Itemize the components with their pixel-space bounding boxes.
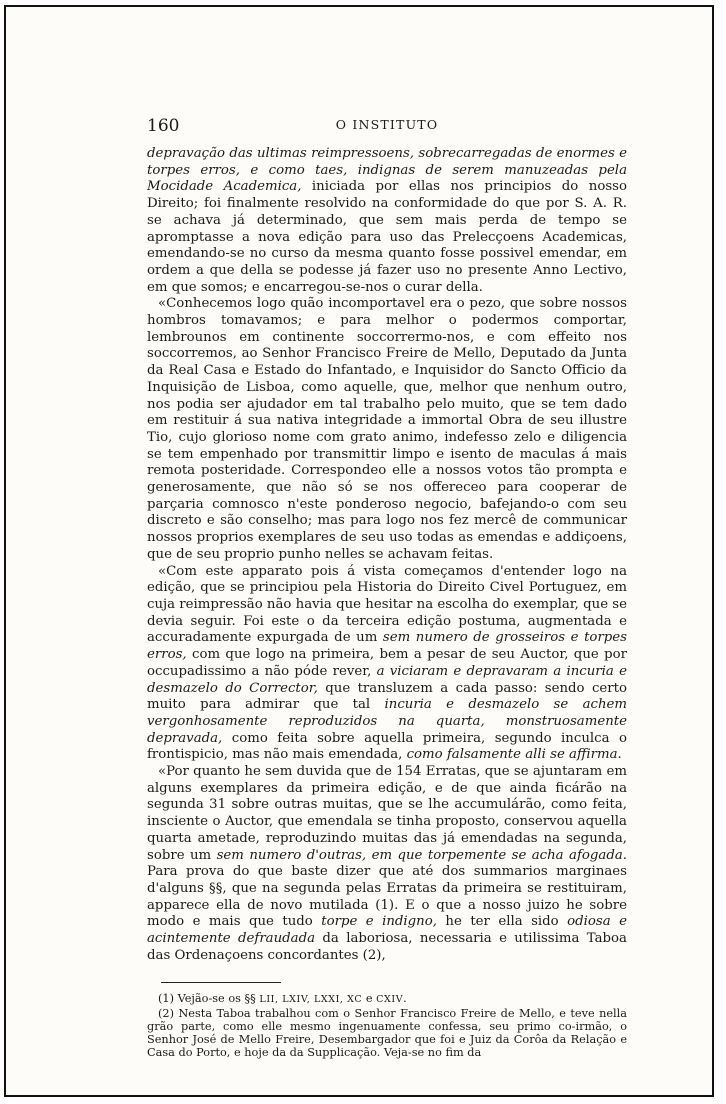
footnote-1-end: . — [403, 992, 407, 1006]
italic-text-run: odiosa e acintemente defraudada — [147, 914, 627, 947]
footnote-1 — [147, 992, 627, 1006]
text-run: Para prova do que baste dizer que até dos summarios marginaes d'alguns §§, que na segunda pelas Erratas da primeira se restituiram, apparece ella de novo mutilada (1). E o que a nosso juizo he sobre modo e mais que tudo — [147, 864, 627, 930]
text-run: «Com este apparato pois á vista começamos d'entender logo na edição, que se principiou pela Historia do Direito Civel Portuguez, em cuja reimpressão não havia que hesitar na escolha do exemplar, que se devia seguir. Foi este o da terceira edição postuma, augmentada e accuradamente expurgada de um — [147, 563, 627, 646]
paragraph — [147, 296, 627, 563]
body-text — [147, 146, 627, 964]
footnote-1-last: CXIV — [376, 994, 404, 1006]
text-run: «Por quanto he sem duvida que de 154 Erratas, que se ajuntaram em alguns exemplares da primeira edição, e de que ainda ficárão na segunda 31 sobre outras muitas, que se lhe accumulárão, como feita, insciente o Auctor, que emendala se tinha proposto, conservou aquella quarta ametade, reproduzindo muitas das já emendadas na segunda, sobre um — [147, 764, 627, 863]
running-title: O INSTITUTO — [335, 117, 439, 132]
footnote-1-prefix: (1) Vejão-se os §§ — [158, 992, 260, 1006]
text-run: iniciada por ellas nos principios do nosso Direito; foi finalmente resolvido na conformidade do que por S. A. R. se achava já determinado, que sem mais perda de tempo se apromptasse a nova edição para uso das Prelecçoens Academicas, emendando-se no curso da mesma quanto fosse possivel emendar, em ordem a que della se podesse já fazer uso no presente Anno Lectivo, em que somos; e encarregou-se-nos o curar della. — [147, 179, 627, 295]
italic-text-run: sem numero d'outras, em que torpemente se acha afogada. — [216, 847, 627, 863]
book-page — [147, 114, 627, 1059]
italic-text-run: depravação das ultimas reimpressoens, sobrecarregadas de enormes e torpes erros, e como taes, indignas de serem manuzeadas pela Mocidade Academica, — [147, 146, 627, 195]
footnote-2: (2) Nesta Taboa trabalhou com o Senhor Francisco Freire de Mello, e teve nella grão parte, como elle mesmo ingenuamente confessa, seu primo co-irmão, o Senhor José de Mello Freire, Desembargador que foi e Juiz da Corôa da Relação e Casa do Porto, e hoje da da Supplicação. Veja-se no fim da — [147, 1006, 627, 1060]
footnote-1-conj: e — [362, 992, 377, 1006]
text-run: «Conhecemos logo quão incomportavel era o pezo, que sobre nossos hombros tomavamos; e para melhor o podermos comportar, lembrounos em continente soccorrermo-nos, e com effeito nos soccorremos, ao Senhor Francisco Freire de Mello, Deputado da Junta da Real Casa e Estado do Infantado, e Inquisidor do Sancto Officio da Inquisição de Lisboa, como aquelle, que, melhor que nenhum outro, nos podia ser ajudador em tal trabalho pelo muito, que se tem dado em restituir á sua nativa integridade a immortal Obra de seu illustre Tio, cujo glorioso nome com grato animo, indefesso zelo e diligencia se tem empenhado por transmittir limpo e isento de maculas á mais remota posteridade. Correspondeo elle a nossos votos tão prompta e generosamente, que não só se nos offereceo para cooperar de parçaria comnosco n'este ponderoso negocio, bafejando-o com seu discreto e são conselho; mas para logo nos fez mercê de communicar nossos proprios exemplares de seu uso todas as emendas e addiçoens, que de seu proprio punho nelles se achavam feitas. — [147, 296, 627, 562]
paragraph — [147, 564, 627, 764]
text-run: que transluzem a cada passo: sendo certo muito para admirar que tal — [147, 680, 627, 713]
italic-text-run: incuria e desmazelo se achem vergonhosamente reproduzidos na quarta, monstruosamente depravada, — [147, 697, 627, 746]
italic-text-run: torpe e indigno, — [321, 914, 437, 930]
italic-text-run: sem numero de grosseiros e torpes erros, — [147, 630, 627, 663]
text-run: como feita sobre aquella primeira, segundo inculca o frontispicio, mas não mais emendada, — [147, 730, 627, 763]
paragraph — [147, 146, 627, 296]
text-run: da laboriosa, necessaria e utilissima Taboa das Ordenaçoens concordantes (2), — [147, 931, 627, 963]
text-run: com que logo na primeira, bem a pesar de seu Auctor, que por occupadissimo a não póde rever, — [147, 647, 627, 679]
text-run: he ter ella sido — [436, 914, 568, 930]
paragraph — [147, 764, 627, 964]
page-header — [147, 114, 627, 136]
italic-text-run: como falsamente alli se affirma. — [406, 747, 622, 763]
footnote-1-refs: LII, LXIV, LXXI, XC — [259, 994, 363, 1006]
footnotes — [147, 992, 627, 1059]
footnote-divider — [161, 982, 281, 983]
italic-text-run: a viciaram e depravaram a incuria e desmazelo do Corrector, — [147, 663, 627, 696]
page-number: 160 — [147, 116, 180, 136]
